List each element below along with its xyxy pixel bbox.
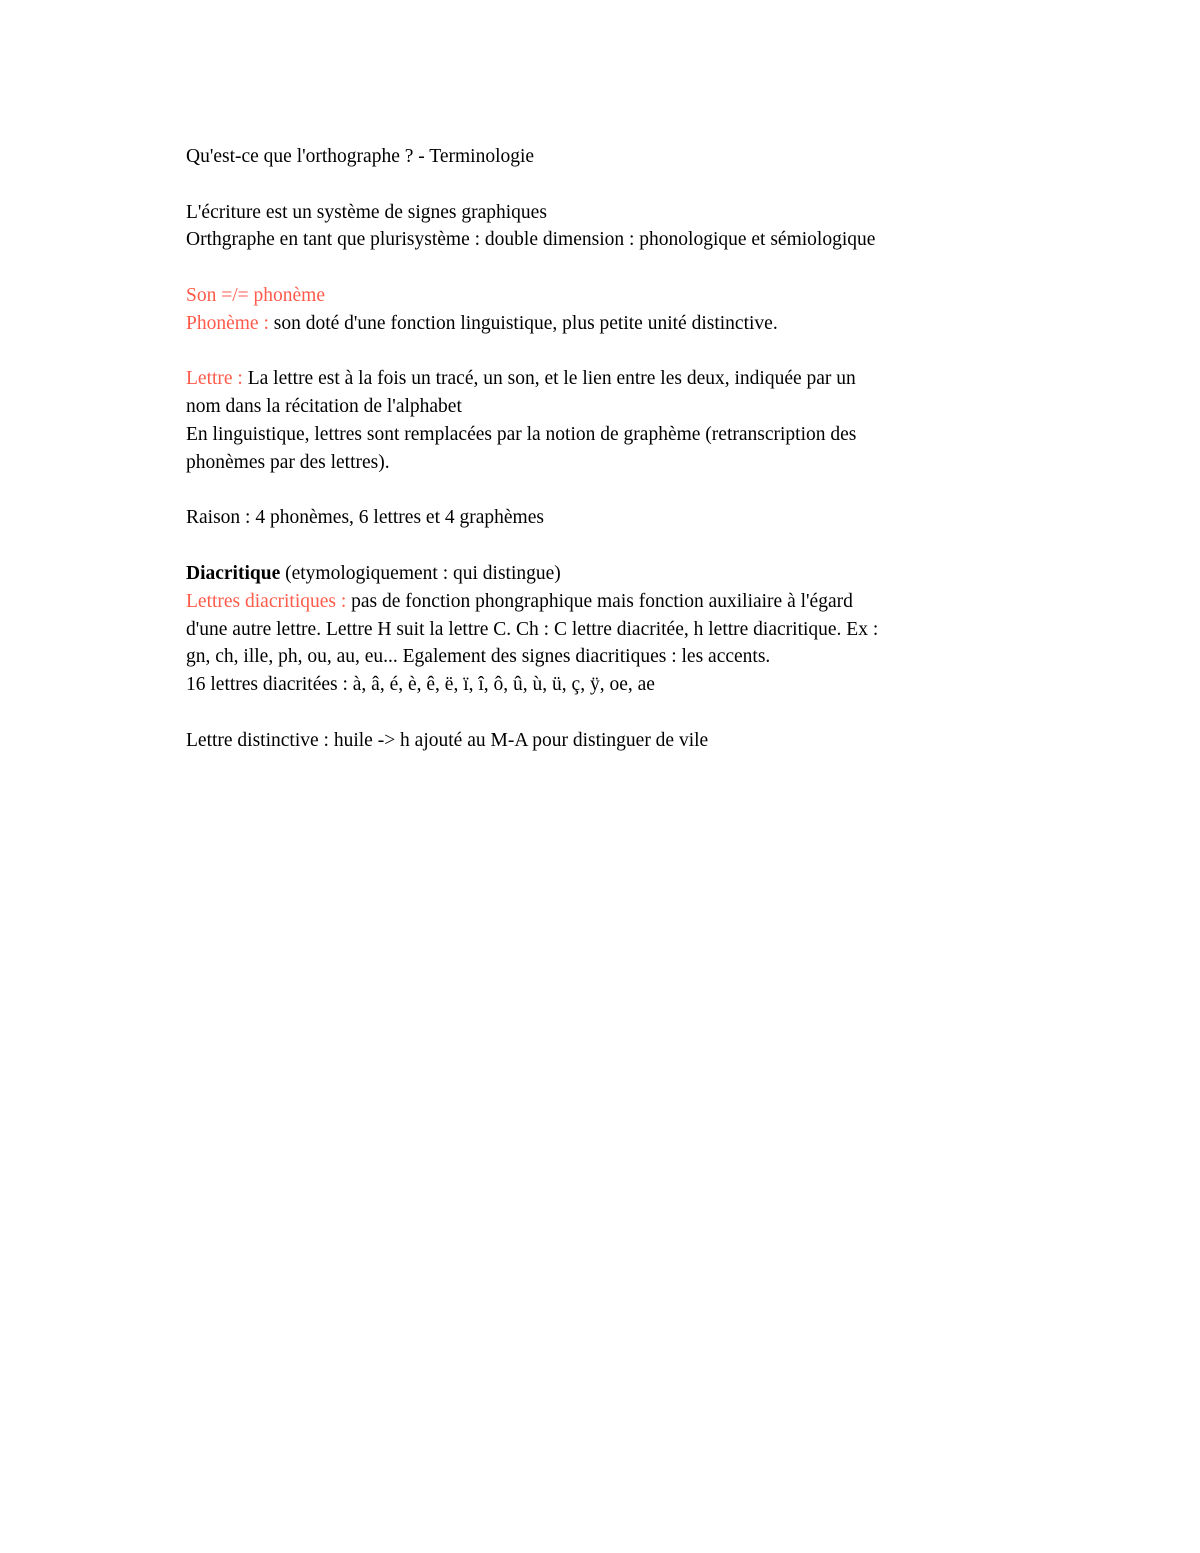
document-title: Qu'est-ce que l'orthographe ? - Terminologie bbox=[186, 146, 535, 167]
lettres-diacritees-line: 16 lettres diacritées : à, â, é, è, ê, ë, ï, î, ô, û, ù, ü, ç, ÿ, oe, ae bbox=[186, 674, 655, 696]
raison-line: Raison : 4 phonèmes, 6 lettres et 4 graphèmes bbox=[186, 507, 544, 529]
son-phoneme-line: Son =/= phonème bbox=[186, 284, 325, 306]
document-body bbox=[186, 143, 1026, 755]
diacritique-term: Diacritique bbox=[186, 562, 281, 584]
lettre-definition-line-2: nom dans la récitation de l'alphabet bbox=[186, 396, 462, 418]
phoneme-definition: son doté d'une fonction linguistique, plus petite unité distinctive. bbox=[268, 312, 778, 334]
intro-line-2: Orthgraphe en tant que plurisystème : double dimension : phonologique et sémiologique bbox=[186, 229, 876, 251]
lettres-diacritiques-line-2: d'une autre lettre. Lettre H suit la lettre C. Ch : C lettre diacritée, h lettre diacritique. Ex : bbox=[186, 618, 879, 640]
blank-line bbox=[186, 532, 1026, 560]
blank-line bbox=[186, 171, 1026, 199]
phoneme-term: Phonème : bbox=[186, 312, 269, 334]
blank-line bbox=[186, 699, 1026, 727]
blank-line bbox=[186, 338, 1026, 366]
lettre-definition-line-1 bbox=[186, 365, 1026, 393]
diacritique-heading-line bbox=[186, 560, 1026, 588]
intro-line-1: L'écriture est un système de signes graphiques bbox=[186, 201, 547, 223]
lettres-diacritiques-line-3: gn, ch, ille, ph, ou, au, eu... Egalement des signes diacritiques : les accents. bbox=[186, 646, 771, 668]
linguistique-line-1: En linguistique, lettres sont remplacées par la notion de graphème (retranscription des bbox=[186, 423, 857, 445]
blank-line bbox=[186, 254, 1026, 282]
lettre-definition-part-1: La lettre est à la fois un tracé, un son, et le lien entre les deux, indiquée par un bbox=[242, 368, 856, 390]
phoneme-definition-line bbox=[186, 310, 1026, 338]
lettre-term: Lettre : bbox=[186, 368, 243, 390]
lettre-distinctive-line: Lettre distinctive : huile -> h ajouté au M-A pour distinguer de vile bbox=[186, 729, 709, 751]
lettres-diacritiques-line-1 bbox=[186, 588, 1026, 616]
blank-line bbox=[186, 477, 1026, 505]
diacritique-note: (etymologiquement : qui distingue) bbox=[280, 562, 561, 584]
lettres-diacritiques-term: Lettres diacritiques : bbox=[186, 590, 347, 612]
linguistique-line-2: phonèmes par des lettres). bbox=[186, 451, 390, 473]
lettres-diacritiques-definition: pas de fonction phongraphique mais fonction auxiliaire à l'égard bbox=[346, 590, 853, 612]
